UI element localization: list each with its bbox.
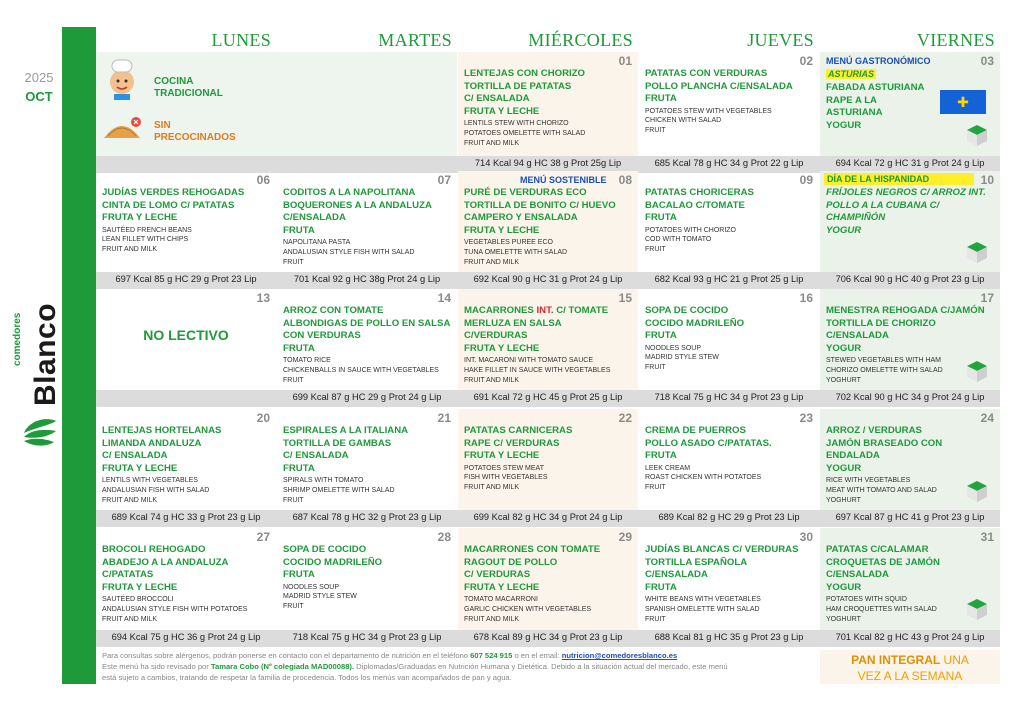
dish-name: FABADA ASTURIANA	[826, 82, 925, 93]
nutrition-info: 697 Kcal 85 g HC 29 g Prot 23 Lip	[115, 274, 257, 284]
dish-translation: LEEK CREAM	[645, 464, 691, 472]
dish-name: RAGOUT DE POLLO	[464, 556, 558, 568]
day-number: 23	[799, 411, 813, 425]
dish-name: C/PATATAS	[102, 569, 154, 581]
dish-name: MENESTRA REHOGADA C/JAMÓN	[826, 305, 985, 316]
dish-translation: CHICKEN WITH SALAD	[645, 117, 722, 125]
dish-name: FRUTA	[283, 224, 315, 236]
dish-translation: LENTILS WITH VEGETABLES	[102, 477, 198, 485]
intro-cocina: COCINA TRADICIONAL	[154, 76, 223, 99]
nutrition-info: 685 Kcal 78 g HC 34 g Prot 22 g Lip	[654, 158, 804, 168]
footer-text: o en el email:	[512, 651, 562, 660]
dish-translation: LEAN FILLET WITH CHIPS	[102, 236, 189, 244]
day-cell	[96, 528, 276, 630]
dish-translation: HAKE FILLET IN SAUCE WITH VEGETABLES	[464, 366, 611, 374]
dish-translation: FRUIT	[283, 602, 304, 610]
yogurt-icon	[964, 239, 990, 265]
dish-name: RAPE C/ VERDURAS	[464, 437, 560, 449]
dish-name: BROCOLI REHOGADO	[102, 544, 206, 555]
intro-sin: SIN PRECOCINADOS	[154, 120, 236, 143]
dish-translation: POTATOES WITH CHORIZO	[645, 226, 736, 234]
dish-translation: SHRIMP OMELETTE WITH SALAD	[283, 486, 395, 494]
dish-translation: YOGHURT	[826, 496, 861, 504]
dish-name: BOQUERONES A LA ANDALUZA	[283, 199, 432, 211]
dish-name: ABADEJO A LA ANDALUZA	[102, 556, 229, 568]
menu-list	[283, 544, 453, 612]
menu-list	[464, 187, 634, 267]
nutrition-row	[96, 272, 1000, 289]
dish-translation: FRUIT	[645, 483, 666, 491]
dish-name: C/ENSALADA	[826, 330, 889, 342]
dish-name: ALBONDIGAS DE POLLO EN SALSA	[283, 317, 451, 329]
day-number: 07	[437, 173, 451, 187]
dish-name: CINTA DE LOMO C/ PATATAS	[102, 199, 235, 211]
dish-name: YOGUR	[826, 581, 862, 593]
dish-name: FRUTA Y LECHE	[464, 105, 540, 117]
day-number: 21	[437, 411, 451, 425]
dish-translation: LENTILS STEW WITH CHORIZO	[464, 120, 569, 128]
nutrition-info: 699 Kcal 87 g HC 29 g Prot 24 g Lip	[292, 392, 442, 402]
month-label: OCT	[25, 89, 53, 104]
dish-translation: CHICKENBALLS IN SAUCE WITH VEGETABLES	[283, 366, 439, 374]
nutrition-info: 694 Kcal 72 g HC 31 g Prot 24 g Lip	[835, 158, 985, 168]
brand-logo	[12, 290, 62, 450]
dish-name: FRUTA	[645, 450, 677, 462]
dish-translation: MEAT WITH TOMATO AND SALAD	[826, 486, 937, 494]
dish-name: PURÉ DE VERDURAS ECO	[464, 187, 587, 198]
menu-tag: DÍA DE LA HISPANIDAD	[824, 173, 974, 185]
nutrition-info: 718 Kcal 75 g HC 34 g Prot 23 g Lip	[292, 632, 442, 642]
pan-text: VEZ A LA SEMANA	[857, 669, 963, 683]
dish-name: PATATAS CHORICERAS	[645, 187, 754, 198]
dish-name: TORTILLA ESPAÑOLA	[645, 556, 748, 568]
dish-name: MERLUZA EN SALSA	[464, 317, 562, 329]
dish-name: POLLO A LA CUBANA C/	[826, 199, 940, 211]
dish-name: FRUTA	[283, 462, 315, 474]
yogurt-icon	[964, 122, 990, 148]
dish-name: CROQUETAS DE JAMÓN	[826, 556, 940, 568]
dish-translation: NOODLES SOUP	[645, 344, 702, 352]
day-number: 14	[437, 291, 451, 305]
dish-name: ENDALADA	[826, 450, 880, 462]
yogurt-icon	[964, 478, 990, 504]
day-number: 20	[256, 411, 270, 425]
dish-translation: FRUIT	[645, 363, 666, 371]
menu-list	[283, 425, 453, 505]
dish-name: C/ VERDURAS	[464, 569, 531, 581]
dish-name: FRUTA	[645, 93, 677, 105]
menu-list	[645, 425, 815, 493]
dish-name: FRUTA	[283, 342, 315, 354]
footer-note	[102, 650, 818, 683]
dish-name: MACARRONES CON TOMATE	[464, 544, 601, 555]
dish-translation: COD WITH TOMATO	[645, 236, 712, 244]
nutrition-info: 678 Kcal 89 g HC 34 g Prot 23 g Lip	[473, 632, 623, 642]
day-cell	[639, 171, 819, 273]
dish-name: FRUTA	[283, 569, 315, 581]
day-number: 17	[980, 291, 994, 305]
nutrition-info: 701 Kcal 82 g HC 43 g Prot 24 g Lip	[835, 632, 985, 642]
day-cell	[458, 52, 638, 156]
dish-translation: POTATOES STEW MEAT	[464, 464, 544, 472]
day-cell	[639, 528, 819, 630]
footer-text: está sujeto a cambios, tratando de respetar la familia de procedencia. Todos los menús van acompañados de pan y agua.	[102, 673, 512, 682]
dish-translation: FRUIT	[283, 496, 304, 504]
day-cell	[277, 409, 457, 512]
dish-name: LENTEJAS HORTELANAS	[102, 425, 222, 436]
dish-name: MACARRONES INT. C/ TOMATE	[464, 305, 609, 316]
nutrition-row	[96, 390, 1000, 407]
pan-bold: PAN INTEGRAL	[851, 653, 941, 667]
day-number: 22	[618, 411, 632, 425]
dish-name: FRUTA Y LECHE	[464, 450, 540, 462]
dish-translation: YOGHURT	[826, 615, 861, 623]
dish-translation: ANDALUSIAN FISH WITH SALAD	[102, 486, 210, 494]
day-number: 16	[799, 291, 813, 305]
pan-text: UNA	[940, 653, 969, 667]
day-header: VIERNES	[916, 30, 995, 50]
menu-tag: MENÚ SOSTENIBLE	[520, 175, 607, 185]
dish-name: JAMÓN BRASEADO CON	[826, 437, 943, 449]
dish-name: FRUTA Y LECHE	[464, 581, 540, 593]
menu-list	[645, 68, 815, 136]
dish-name: YOGUR	[826, 462, 862, 474]
dish-translation: YOGHURT	[826, 376, 861, 384]
menu-list	[464, 68, 634, 148]
day-number: 15	[618, 291, 632, 305]
day-cell	[820, 528, 1000, 630]
day-number: 31	[980, 530, 994, 544]
dish-translation: TOMATO MACARRONI	[464, 596, 538, 604]
dish-name: CREMA DE PUERROS	[645, 425, 746, 436]
email-link[interactable]: nutricion@comedoresblanco.es	[561, 651, 678, 660]
dish-translation: FRUIT	[283, 258, 304, 266]
dish-name: RAPE A LA	[826, 94, 877, 106]
dish-translation: FRUIT AND MILK	[464, 139, 520, 147]
dish-translation: FRUIT	[645, 245, 666, 253]
day-number: 27	[256, 530, 270, 544]
dish-translation: FRUIT	[283, 376, 304, 384]
dish-name: C/ ENSALADA	[283, 450, 349, 462]
date-block	[18, 70, 60, 104]
dish-name: PATATAS CON VERDURAS	[645, 68, 768, 79]
day-cell	[820, 52, 1000, 156]
dish-name: CAMPERO Y ENSALADA	[464, 212, 578, 224]
dish-name: FRÍJOLES NEGROS C/ ARROZ INT.	[826, 187, 986, 198]
nutrition-info: 687 Kcal 78 g HC 32 g Prot 23 g Lip	[292, 512, 442, 522]
nutrition-info: 702 Kcal 90 g HC 34 g Prot 24 g Lip	[835, 392, 985, 402]
dish-translation: FRUIT	[645, 615, 666, 623]
dish-translation: SAUTÉED FRENCH BEANS	[102, 226, 192, 234]
dish-name: YOGUR	[826, 342, 862, 354]
sidebar-green-bar	[62, 27, 96, 684]
nutrition-info: 714 Kcal 94 g HC 38 g Prot 25g Lip	[474, 158, 622, 168]
dish-name: JUDÍAS VERDES REHOGADAS	[102, 187, 245, 198]
day-header: JUEVES	[747, 30, 814, 50]
day-number: 01	[618, 54, 632, 68]
menu-list	[102, 544, 272, 624]
dish-translation: POTATOES WITH SQUID	[826, 596, 907, 604]
dish-name: COCIDO MADRILEÑO	[283, 556, 383, 568]
dish-translation: ANDALUSIAN STYLE FISH WITH SALAD	[283, 248, 415, 256]
dish-name: FRUTA Y LECHE	[102, 212, 178, 224]
dish-translation: SPANISH OMELETTE WITH SALAD	[645, 605, 760, 613]
dish-translation: MADRID STYLE STEW	[283, 593, 357, 601]
dish-translation: NOODLES SOUP	[283, 583, 340, 591]
dish-name: SOPA DE COCIDO	[645, 305, 729, 316]
day-cell	[96, 171, 276, 273]
dish-name: SOPA DE COCIDO	[283, 544, 367, 555]
pan-integral-note	[820, 650, 1000, 684]
day-cell	[820, 171, 1000, 273]
dish-name: C/ ENSALADA	[102, 450, 168, 462]
day-cell	[277, 52, 457, 156]
day-number: 30	[799, 530, 813, 544]
day-number: 13	[256, 291, 270, 305]
menu-list	[464, 425, 634, 493]
nutrition-info: 692 Kcal 90 g HC 31 g Prot 24 g Lip	[473, 274, 623, 284]
nutrition-info: 718 Kcal 75 g HC 34 g Prot 23 g Lip	[654, 392, 804, 402]
dish-name: ESPIRALES A LA ITALIANA	[283, 425, 409, 436]
dish-translation: WHITE BEANS WITH VEGETABLES	[645, 596, 761, 604]
phone-number: 607 524 915	[470, 651, 513, 660]
dish-name: JUDÍAS BLANCAS C/ VERDURAS	[645, 544, 799, 555]
day-cell	[458, 289, 638, 392]
day-cell	[96, 52, 276, 156]
day-header: MARTES	[378, 30, 452, 50]
dish-translation: TUNA OMELETTE WITH SALAD	[464, 248, 568, 256]
menu-list	[645, 544, 815, 624]
day-number: 09	[799, 173, 813, 187]
day-cell	[458, 171, 638, 273]
dish-name: TORTILLA DE GAMBAS	[283, 437, 392, 449]
nutrition-info: 706 Kcal 90 g HC 40 g Prot 23 g Lip	[835, 274, 985, 284]
dish-name: CHAMPIÑÓN	[826, 212, 886, 224]
dish-translation: FRUIT AND MILK	[464, 615, 520, 623]
dish-translation: FRUIT AND MILK	[102, 615, 158, 623]
asturias-flag-icon: ✚	[940, 90, 986, 114]
day-number: 02	[799, 54, 813, 68]
nutrition-row	[96, 630, 1000, 647]
nutrition-info: 688 Kcal 81 g HC 35 g Prot 23 g Lip	[654, 632, 804, 642]
footer-text: Para consultas sobre alérgenos, podrán ponerse en contacto con el departamento de nutrición en el teléfono	[102, 651, 471, 660]
day-header: LUNES	[211, 30, 271, 50]
dish-name: FRUTA Y LECHE	[464, 224, 540, 236]
nutrition-info: 699 Kcal 82 g HC 34 g Prot 24 g Lip	[473, 512, 623, 522]
dish-name: C/ENSALADA	[645, 569, 708, 581]
nutrition-info: 689 Kcal 74 g HC 33 g Prot 23 g Lip	[111, 512, 261, 522]
dish-name: YOGUR	[826, 119, 862, 131]
dish-name: COCIDO MADRILEÑO	[645, 317, 745, 329]
dish-translation: STEWED VEGETABLES WITH HAM	[826, 357, 941, 365]
menu-tag: MENÚ GASTRONÓMICO	[826, 56, 931, 66]
dish-translation: TOMATO RICE	[283, 357, 331, 365]
dish-name: PATATAS CARNICERAS	[464, 425, 573, 436]
footer-text: Este menú ha sido revisado por	[102, 662, 211, 671]
dish-name: TORTILLA DE PATATAS	[464, 80, 572, 92]
day-cell	[458, 409, 638, 512]
day-cell	[277, 171, 457, 273]
brand-name: Blanco	[29, 302, 62, 406]
dish-name: FRUTA Y LECHE	[464, 342, 540, 354]
dish-translation: FRUIT AND MILK	[102, 496, 158, 504]
day-cell	[639, 52, 819, 156]
menu-list	[283, 305, 453, 385]
no-school-label: NO LECTIVO	[143, 327, 229, 343]
dish-translation: NAPOLITANA PASTA	[283, 239, 351, 247]
menu-list	[645, 305, 815, 373]
leaf-icon	[20, 415, 60, 450]
dish-name: C/ENSALADA	[826, 569, 889, 581]
dish-translation: FRUIT	[645, 126, 666, 134]
dish-name: TORTILLA DE CHORIZO	[826, 317, 936, 329]
footer-text: Diplomadas/Graduadas en Nutrición Humana y Dietética. Debido a la situación actual del mercado, este menú	[354, 662, 728, 671]
dish-name: LENTEJAS CON CHORIZO	[464, 68, 585, 79]
dish-translation: FRUIT AND MILK	[464, 483, 520, 491]
menu-list	[464, 544, 634, 624]
dish-name: POLLO PLANCHA C/ENSALADA	[645, 80, 793, 92]
dish-translation: GARLIC CHICKEN WITH VEGETABLES	[464, 605, 592, 613]
dish-name: C/VERDURAS	[464, 330, 528, 342]
dish-translation: INT. MACARONI WITH TOMATO SAUCE	[464, 357, 593, 365]
dish-name: C/ENSALADA	[283, 212, 346, 224]
nutrition-info: 689 Kcal 82 g HC 29 g Prot 23 Lip	[658, 512, 800, 522]
dish-name: FRUTA Y LECHE	[102, 581, 178, 593]
day-number: 29	[618, 530, 632, 544]
dish-translation: HAM CROQUETTES WITH SALAD	[826, 605, 937, 613]
yogurt-icon	[964, 596, 990, 622]
nutrition-info: 697 Kcal 87 g HC 41 g Prot 23 g Lip	[835, 512, 985, 522]
dish-translation: ANDALUSIAN STYLE FISH WITH POTATOES	[102, 605, 248, 613]
dish-translation: POTATOES STEW WITH VEGETABLES	[645, 107, 772, 115]
dish-name: C/ ENSALADA	[464, 93, 530, 105]
day-number: 10	[980, 173, 994, 187]
nutrition-info: 701 Kcal 92 g HC 38g Prot 24 g Lip	[293, 274, 441, 284]
day-cell	[820, 289, 1000, 392]
menu-list	[283, 187, 453, 267]
dish-name: YOGUR	[826, 224, 862, 236]
region-tag: ASTURIAS	[828, 69, 875, 79]
menu-list	[826, 187, 996, 237]
nutrition-info: 694 Kcal 75 g HC 36 g Prot 24 g Lip	[111, 632, 261, 642]
nutrition-info: 691 Kcal 72 g HC 45 g Prot 25 g Lip	[473, 392, 623, 402]
dish-name: FRUTA	[645, 330, 677, 342]
nutrition-row	[96, 510, 1000, 527]
day-cell	[96, 409, 276, 512]
weekday-header	[96, 30, 1000, 52]
day-header: MIÉRCOLES	[528, 30, 633, 50]
day-number: 06	[256, 173, 270, 187]
dish-name: BACALAO C/TOMATE	[645, 199, 745, 211]
dish-name: LIMANDA ANDALUZA	[102, 437, 202, 449]
dish-name: CODITOS A LA NAPOLITANA	[283, 187, 416, 198]
day-cell	[277, 289, 457, 392]
dish-name: FRUTA	[645, 212, 677, 224]
day-cell	[639, 289, 819, 392]
dish-name: FRUTA	[645, 581, 677, 593]
dish-name: ASTURIANA	[826, 107, 883, 119]
day-number: 08	[618, 173, 632, 187]
year-label: 2025	[24, 70, 54, 85]
dish-name: ARROZ CON TOMATE	[283, 305, 384, 316]
day-number: 28	[437, 530, 451, 544]
dish-name: POLLO ASADO C/PATATAS.	[645, 437, 772, 449]
dish-name: CON VERDURAS	[283, 330, 361, 342]
dish-translation: MADRID STYLE STEW	[645, 354, 719, 362]
day-cell	[277, 528, 457, 630]
dish-name: PATATAS C/CALAMAR	[826, 544, 929, 555]
dish-name: TORTILLA DE BONITO C/ HUEVO	[464, 199, 616, 211]
dish-translation: FRUIT AND MILK	[464, 376, 520, 384]
dish-translation: FISH WITH VEGETABLES	[464, 474, 548, 482]
brand-sub: comedores	[12, 312, 23, 366]
day-cell	[639, 409, 819, 512]
menu-list	[102, 187, 272, 255]
dish-translation: SAUTÉED BROCCOLI	[102, 596, 174, 604]
dish-translation: FRUIT AND MILK	[102, 245, 158, 253]
dish-translation: VEGETABLES PUREE ECO	[464, 239, 553, 247]
menu-list	[464, 305, 634, 385]
dish-translation: CHORIZO OMELETTE WITH SALAD	[826, 366, 943, 374]
day-cell	[96, 289, 276, 392]
day-cell	[458, 528, 638, 630]
yogurt-icon	[964, 358, 990, 384]
day-cell	[820, 409, 1000, 512]
dish-translation: FRUIT AND MILK	[464, 258, 520, 266]
dish-name: FRUTA Y LECHE	[102, 462, 178, 474]
menu-list	[645, 187, 815, 255]
day-number: 24	[980, 411, 994, 425]
menu-list	[102, 425, 272, 505]
dish-translation: ROAST CHICKEN WITH POTATOES	[645, 474, 762, 482]
nutrition-info: 682 Kcal 93 g HC 21 g Prot 25 g Lip	[654, 274, 804, 284]
dish-translation: SPIRALS WITH TOMATO	[283, 477, 364, 485]
day-number: 03	[980, 54, 994, 68]
dish-translation: RICE WITH VEGETABLES	[826, 477, 911, 485]
reviewer-name: Tamara Cobo (Nº colegiada MAD00088).	[210, 662, 355, 671]
dish-name: ARROZ / VERDURAS	[826, 425, 922, 436]
dish-translation: POTATOES OMELETTE WITH SALAD	[464, 129, 586, 137]
